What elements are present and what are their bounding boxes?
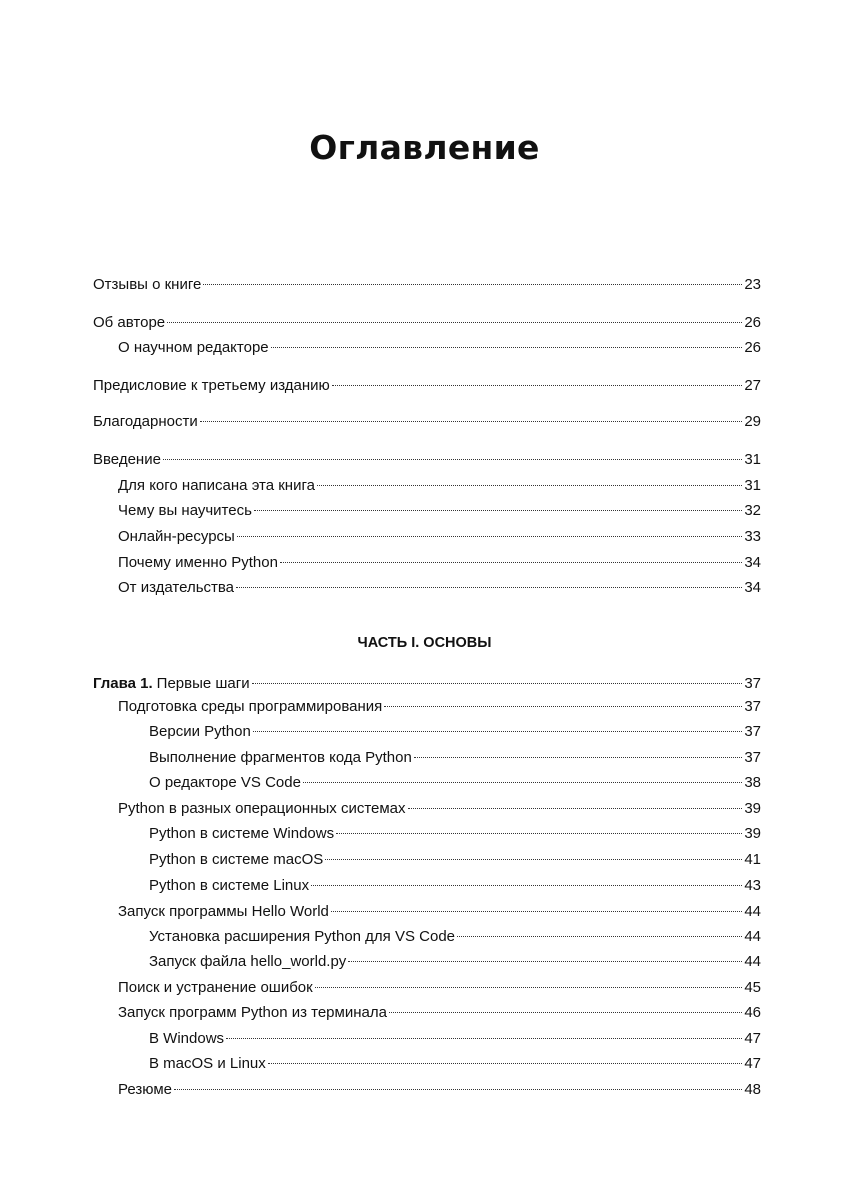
toc-entry — [0, 552, 849, 574]
dot-leader — [254, 510, 742, 511]
toc-entry-text: В macOS и Linux — [149, 1055, 266, 1072]
toc-entry-label — [149, 1053, 266, 1075]
toc-page-number: 37 — [744, 675, 761, 692]
toc-entry-line — [118, 696, 761, 718]
toc-entry-label — [149, 772, 301, 794]
dot-leader — [332, 385, 743, 386]
toc-entry-text: Чему вы научитесь — [118, 502, 252, 519]
dot-leader — [414, 757, 743, 758]
dot-leader — [311, 885, 742, 886]
toc-entry-text: От издательства — [118, 579, 235, 596]
toc-entry-label — [118, 577, 234, 599]
toc-entry-label — [93, 673, 250, 695]
toc-entry-label — [149, 951, 346, 973]
toc-entry-line — [149, 951, 761, 973]
toc-entry-line — [149, 875, 761, 897]
toc-entry-text: Для кого написана эта книга — [118, 477, 315, 494]
dot-leader — [325, 859, 742, 860]
toc-page-number: 47 — [744, 1030, 761, 1047]
toc-entry-line — [93, 274, 761, 296]
chapter-number: Глава 1. — [93, 675, 153, 692]
toc-entry — [0, 823, 849, 845]
dot-leader — [457, 936, 742, 937]
toc-entry-label — [93, 274, 201, 296]
toc-entry — [0, 901, 849, 923]
toc-entry — [0, 312, 849, 334]
toc-entry — [0, 337, 849, 359]
toc-entry-line — [149, 849, 761, 871]
dot-leader — [317, 485, 742, 486]
toc-entry — [0, 1079, 849, 1101]
toc-entry-line — [118, 577, 761, 599]
toc-entry — [0, 772, 849, 794]
toc-page-number: 29 — [744, 413, 761, 430]
toc-page-number: 39 — [744, 800, 761, 817]
dot-leader — [336, 833, 742, 834]
toc-entry-label — [149, 721, 251, 743]
toc-entry-label — [149, 1028, 224, 1050]
toc-entry-label — [118, 977, 313, 999]
toc-entry-text: Python в системе Linux — [149, 877, 310, 894]
toc-entry-line — [93, 312, 761, 334]
toc-page-number: 23 — [744, 276, 761, 293]
toc-entry-text: Почему именно Python — [118, 554, 278, 571]
toc-entry — [0, 411, 849, 433]
toc-entry-label — [118, 552, 278, 574]
toc-page-number: 26 — [744, 314, 761, 331]
dot-leader — [237, 536, 742, 537]
toc-entry-text: Первые шаги — [156, 675, 250, 692]
toc-entry — [0, 449, 849, 471]
dot-leader — [226, 1038, 742, 1039]
toc-entry — [0, 798, 849, 820]
toc-entry-line — [149, 747, 761, 769]
toc-entry-line — [149, 1028, 761, 1050]
toc-entry — [0, 721, 849, 743]
toc-entry-line — [93, 673, 761, 695]
toc-entry-label — [149, 849, 323, 871]
toc-entry — [0, 875, 849, 897]
toc-entry — [0, 500, 849, 522]
toc-page-number: 44 — [744, 928, 761, 945]
toc-page-number: 39 — [744, 825, 761, 842]
toc-entry — [0, 951, 849, 973]
toc-entry-text: Введение — [93, 451, 161, 468]
toc-page-number: 31 — [744, 451, 761, 468]
dot-leader — [384, 706, 742, 707]
toc-entry-text: Онлайн-ресурсы — [118, 528, 235, 545]
toc-entry-text: Выполнение фрагментов кода Python — [149, 749, 412, 766]
toc-entry-line — [118, 1002, 761, 1024]
toc-page-number: 27 — [744, 377, 761, 394]
toc-entry-line — [118, 500, 761, 522]
toc-entry — [0, 673, 849, 695]
toc-page-number: 38 — [744, 774, 761, 791]
toc-entry-line — [93, 375, 761, 397]
toc-entry-label — [149, 875, 309, 897]
toc-entry-line — [149, 823, 761, 845]
toc-entry-text: Благодарности — [93, 413, 198, 430]
toc-entry-label — [149, 823, 334, 845]
toc-entry-label — [118, 1079, 172, 1101]
dot-leader — [280, 562, 742, 563]
toc-entry-label — [93, 449, 161, 471]
toc-entry-line — [149, 772, 761, 794]
dot-leader — [174, 1089, 742, 1090]
toc-entry — [0, 475, 849, 497]
toc-page-number: 32 — [744, 502, 761, 519]
toc-page-number: 45 — [744, 979, 761, 996]
toc-page-number: 41 — [744, 851, 761, 868]
toc-entry-text: В Windows — [149, 1030, 225, 1047]
toc-entry-line — [118, 901, 761, 923]
toc-entry-text: Поиск и устранение ошибок — [118, 979, 313, 996]
toc-entry-text: Python в разных операционных системах — [118, 800, 406, 817]
toc-entry-text: Подготовка среды программирования — [118, 698, 383, 715]
toc-entry-label — [118, 798, 406, 820]
toc-page-number: 47 — [744, 1055, 761, 1072]
toc-page-number: 44 — [744, 903, 761, 920]
toc-entry-text: Версии Python — [149, 723, 251, 740]
toc-page-number: 34 — [744, 554, 761, 571]
toc-entry — [0, 747, 849, 769]
toc-page-number: 31 — [744, 477, 761, 494]
dot-leader — [167, 322, 742, 323]
toc-entry-label — [118, 1002, 387, 1024]
toc-entry-line — [118, 1079, 761, 1101]
toc-entry-label — [93, 312, 165, 334]
toc-entry-text: Отзывы о книге — [93, 276, 202, 293]
toc-entry — [0, 849, 849, 871]
part-heading: ЧАСТЬ I. ОСНОВЫ — [357, 635, 492, 651]
toc-entry-label — [149, 926, 455, 948]
toc-entry-text: Запуск файла hello_world.py — [149, 953, 347, 970]
dot-leader — [315, 987, 743, 988]
toc-page-number: 37 — [744, 749, 761, 766]
toc-entry — [0, 526, 849, 548]
toc-page-number: 26 — [744, 339, 761, 356]
dot-leader — [236, 587, 742, 588]
toc-entry — [0, 274, 849, 296]
toc-entry — [0, 977, 849, 999]
toc-entry-label — [93, 411, 198, 433]
page-title: Оглавление — [309, 128, 540, 167]
dot-leader — [331, 911, 742, 912]
toc-entry-text: Об авторе — [93, 314, 166, 331]
dot-leader — [271, 347, 743, 348]
toc-entry-label — [118, 526, 235, 548]
toc-entry-text: Python в системе Windows — [149, 825, 335, 842]
toc-page-number: 34 — [744, 579, 761, 596]
toc-entry-text: Python в системе macOS — [149, 851, 324, 868]
toc-entry-text: Запуск программы Hello World — [118, 903, 329, 920]
toc-page-number: 37 — [744, 723, 761, 740]
toc-entry-label — [118, 901, 329, 923]
toc-entry-label — [118, 500, 252, 522]
dot-leader — [253, 731, 742, 732]
toc-entry-text: Предисловие к третьему изданию — [93, 377, 330, 394]
toc-page-number: 43 — [744, 877, 761, 894]
toc-page-number: 33 — [744, 528, 761, 545]
toc-page-number: 37 — [744, 698, 761, 715]
toc-entry — [0, 375, 849, 397]
toc-entry-label — [149, 747, 412, 769]
toc-entry-line — [149, 1053, 761, 1075]
toc-entry-text: Запуск программ Python из терминала — [118, 1004, 387, 1021]
toc-entry — [0, 696, 849, 718]
toc-entry-label — [118, 696, 382, 718]
toc-entry-label — [118, 337, 269, 359]
toc-entry-line — [118, 475, 761, 497]
toc-entry-line — [149, 721, 761, 743]
dot-leader — [203, 284, 742, 285]
dot-leader — [268, 1063, 743, 1064]
toc-page-number: 44 — [744, 953, 761, 970]
toc-entry-line — [93, 411, 761, 433]
toc-entry — [0, 1028, 849, 1050]
toc-entry-text: О научном редакторе — [118, 339, 269, 356]
toc-entry-line — [118, 552, 761, 574]
toc-page-number: 46 — [744, 1004, 761, 1021]
toc-entry — [0, 577, 849, 599]
toc-entry-line — [118, 798, 761, 820]
toc-entry — [0, 1053, 849, 1075]
dot-leader — [389, 1012, 742, 1013]
toc-page-number: 48 — [744, 1081, 761, 1098]
toc-entry-label — [118, 475, 315, 497]
toc-entry-line — [118, 977, 761, 999]
dot-leader — [303, 782, 742, 783]
dot-leader — [348, 961, 742, 962]
dot-leader — [408, 808, 743, 809]
dot-leader — [252, 683, 743, 684]
toc-entry-line — [118, 337, 761, 359]
toc-entry-line — [118, 526, 761, 548]
toc-entry-label — [93, 375, 330, 397]
toc-entry-line — [149, 926, 761, 948]
toc-entry — [0, 1002, 849, 1024]
toc-entry-text: Установка расширения Python для VS Code — [149, 928, 455, 945]
dot-leader — [200, 421, 743, 422]
toc-entry-line — [93, 449, 761, 471]
toc-entry — [0, 926, 849, 948]
toc-entry-text: О редакторе VS Code — [149, 774, 301, 791]
dot-leader — [163, 459, 742, 460]
toc-entry-text: Резюме — [118, 1081, 172, 1098]
